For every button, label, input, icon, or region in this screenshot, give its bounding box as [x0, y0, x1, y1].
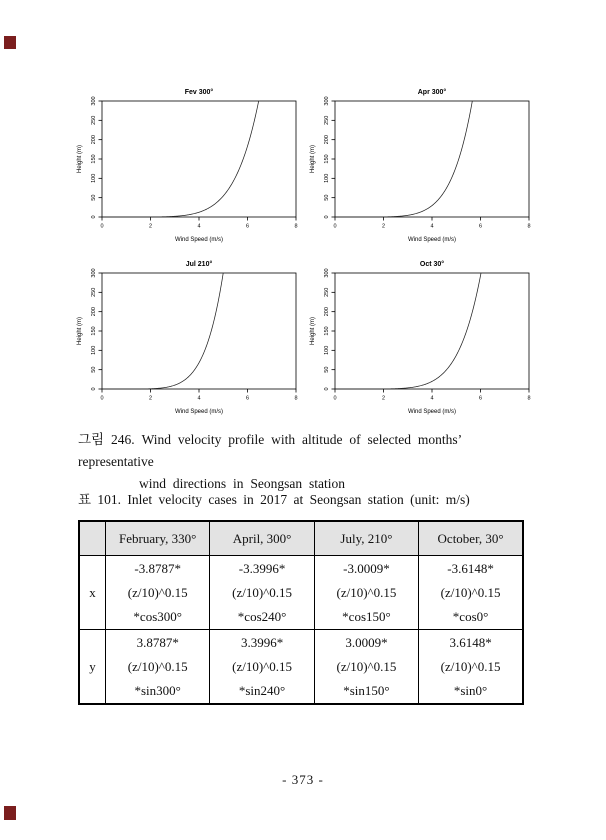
table-cell-line: 3.8787* — [136, 634, 179, 650]
y-tick-label: 200 — [91, 135, 97, 145]
table-cell-line: *sin300° — [134, 682, 181, 698]
x-tick-label: 8 — [294, 223, 298, 230]
x-tick-label: 8 — [294, 395, 298, 402]
x-tick-label: 6 — [245, 223, 250, 230]
x-tick-label: 6 — [478, 395, 483, 402]
table-cell-line: (z/10)^0.15 — [127, 584, 188, 600]
x-tick-label: 8 — [527, 223, 531, 230]
profile-curve — [102, 273, 223, 389]
table-cell-line: -3.0009* — [343, 560, 390, 576]
x-tick-label: 4 — [197, 395, 201, 402]
table-row — [79, 556, 523, 630]
y-axis-label: Height (m) — [310, 316, 316, 346]
wind-profile-chart — [72, 84, 304, 256]
table-cell-line: *sin150° — [343, 682, 390, 698]
table-cell-line: *cos150° — [342, 608, 391, 624]
y-tick-label: 150 — [324, 326, 330, 336]
y-tick-label: 50 — [91, 194, 97, 201]
wind-profile-chart — [305, 84, 537, 256]
chart-title: Fev 300° — [184, 89, 214, 96]
page-edge-mark-top — [4, 36, 16, 49]
x-tick-label: 2 — [148, 223, 153, 230]
figure-caption-line1 — [78, 429, 534, 473]
y-axis-label: Height (m) — [310, 144, 316, 174]
wind-profile-chart — [72, 256, 304, 428]
table-cell — [210, 630, 314, 705]
table-cell-line: *cos300° — [133, 608, 182, 624]
y-tick-label: 50 — [324, 194, 330, 201]
table-cell-line: *cos0° — [452, 608, 489, 624]
y-tick-label: 250 — [324, 115, 330, 125]
table-cell — [106, 556, 210, 630]
y-axis-label: Height (m) — [77, 144, 83, 174]
table-cell — [106, 630, 210, 705]
table-cell-line: (z/10)^0.15 — [232, 584, 292, 600]
plot-box — [102, 273, 296, 389]
x-tick-label: 2 — [381, 395, 386, 402]
x-axis-label: Wind Speed (m/s) — [174, 237, 224, 243]
chart-canvas — [305, 84, 537, 256]
y-tick-label: 250 — [91, 115, 97, 125]
table-cell-line: (z/10)^0.15 — [440, 658, 501, 674]
chart-title: Oct 30° — [419, 261, 445, 268]
chart-title: Apr 300° — [417, 89, 447, 96]
y-tick-label: 200 — [324, 135, 330, 145]
table-cell-line: -3.6148* — [447, 560, 494, 576]
figure-caption-text: Wind velocity profile with altitude of selected months’ representative — [78, 432, 462, 469]
table-cell-line: (z/10)^0.15 — [232, 658, 292, 674]
y-tick-label: 300 — [324, 96, 330, 106]
table-cell — [314, 556, 418, 630]
x-axis-label: Wind Speed (m/s) — [174, 409, 224, 415]
y-tick-label: 0 — [91, 215, 97, 219]
table-cell — [314, 630, 418, 705]
table-cell — [210, 556, 314, 630]
table-cell-line: 3.3996* — [240, 634, 284, 650]
profile-curve — [335, 273, 481, 389]
table-cell-line: *sin240° — [238, 682, 286, 698]
y-axis-label: Height (m) — [77, 316, 83, 346]
table-column-header: July, 210° — [314, 521, 418, 556]
y-tick-label: 300 — [91, 268, 97, 278]
table-cell-line: -3.3996* — [238, 560, 286, 576]
y-tick-label: 250 — [324, 287, 330, 297]
table-cell-line: (z/10)^0.15 — [440, 584, 501, 600]
wind-profile-chart — [305, 256, 537, 428]
y-tick-label: 50 — [324, 366, 330, 373]
table-cell-line: (z/10)^0.15 — [336, 584, 397, 600]
chart-canvas — [72, 84, 304, 256]
y-tick-label: 150 — [91, 326, 97, 336]
table-row — [79, 630, 523, 705]
x-tick-label: 8 — [527, 395, 531, 402]
y-tick-label: 0 — [91, 387, 97, 391]
y-tick-label: 300 — [324, 268, 330, 278]
y-tick-label: 100 — [91, 173, 97, 183]
chart-canvas — [72, 256, 304, 428]
y-tick-label: 300 — [91, 96, 97, 106]
table-row-label: x — [79, 556, 106, 630]
table-cell-line: (z/10)^0.15 — [336, 658, 397, 674]
y-tick-label: 200 — [91, 307, 97, 317]
table-column-header: April, 300° — [210, 521, 314, 556]
y-tick-label: 250 — [91, 287, 97, 297]
chart-title: Jul 210° — [185, 261, 213, 268]
profile-curve — [335, 101, 472, 217]
page-number: - 373 - — [282, 772, 324, 787]
table-column-header: February, 330° — [106, 521, 210, 556]
x-tick-label: 2 — [381, 223, 386, 230]
x-tick-label: 0 — [333, 395, 337, 402]
y-tick-label: 0 — [324, 215, 330, 219]
chart-canvas — [305, 256, 537, 428]
x-tick-label: 6 — [245, 395, 250, 402]
table-cell-line: (z/10)^0.15 — [127, 658, 188, 674]
x-axis-label: Wind Speed (m/s) — [407, 237, 457, 243]
figure-caption — [78, 429, 534, 495]
table-cell — [419, 556, 523, 630]
table-cell-line: 3.0009* — [345, 634, 388, 650]
plot-box — [335, 273, 529, 389]
y-tick-label: 50 — [91, 366, 97, 373]
x-tick-label: 0 — [100, 395, 104, 402]
x-tick-label: 6 — [478, 223, 483, 230]
x-tick-label: 0 — [100, 223, 104, 230]
plot-box — [335, 101, 529, 217]
table-row-label: y — [79, 630, 106, 705]
plot-box — [102, 101, 296, 217]
x-axis-label: Wind Speed (m/s) — [407, 409, 457, 415]
y-tick-label: 150 — [324, 154, 330, 164]
x-tick-label: 4 — [197, 223, 201, 230]
y-tick-label: 100 — [91, 345, 97, 355]
table-corner-cell — [79, 521, 106, 556]
y-tick-label: 100 — [324, 345, 330, 355]
table-cell-line: *sin0° — [453, 682, 488, 698]
y-tick-label: 0 — [324, 387, 330, 391]
profile-curve — [102, 101, 259, 217]
table-cell-line: *cos240° — [237, 608, 287, 624]
figure-caption-number: 그림 246. — [78, 432, 135, 447]
x-tick-label: 4 — [430, 395, 434, 402]
table-title: 표 101. Inlet velocity cases in 2017 at Seongsan station (unit: m/s) — [78, 492, 470, 507]
y-tick-label: 200 — [324, 307, 330, 317]
table-cell-line: 3.6148* — [449, 634, 492, 650]
y-tick-label: 100 — [324, 173, 330, 183]
y-tick-label: 150 — [91, 154, 97, 164]
page-edge-mark-bottom — [4, 806, 16, 820]
x-tick-label: 4 — [430, 223, 434, 230]
table-cell-line: -3.8787* — [134, 560, 181, 576]
x-tick-label: 0 — [333, 223, 337, 230]
table-header-row — [79, 521, 523, 556]
inlet-velocity-table — [78, 520, 524, 705]
table-column-header: October, 30° — [419, 521, 523, 556]
figure-caption-line2: wind directions in Seongsan station — [139, 476, 345, 491]
table-cell — [419, 630, 523, 705]
x-tick-label: 2 — [148, 395, 153, 402]
